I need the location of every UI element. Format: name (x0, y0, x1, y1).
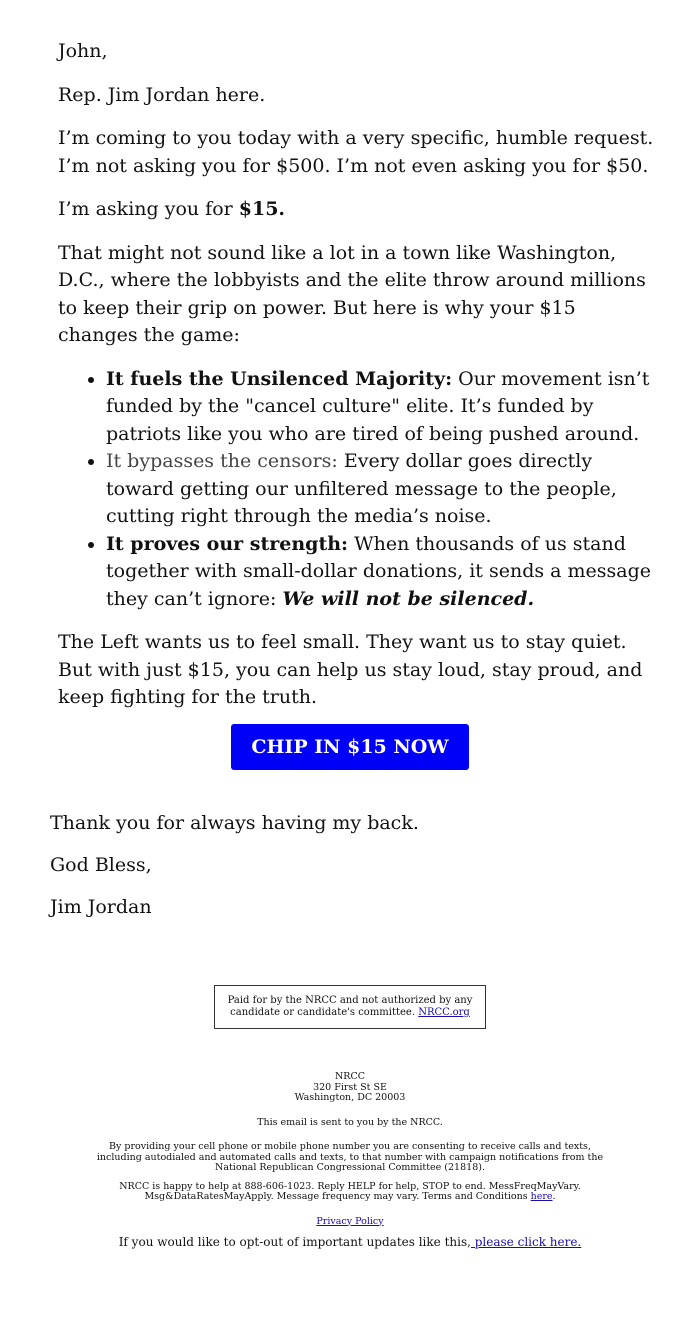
greeting: John, (58, 40, 108, 62)
bullet-lead: It proves our strength: (106, 532, 349, 555)
ask-amount: $15. (238, 198, 286, 220)
chip-in-button[interactable]: CHIP IN $15 NOW (231, 724, 468, 770)
address-line-2: Washington, DC 20003 (294, 1092, 406, 1103)
bullet-text: When thousands of us stand together with small-dollar donations, it sends a message they can’t ignore: (106, 532, 652, 610)
sent-by-notice: This email is sent to you by the NRCC. (257, 1116, 443, 1128)
optout-line (0, 1235, 700, 1249)
bullet-lead: It bypasses the censors: (106, 450, 338, 472)
blessing-line: God Bless, (50, 854, 152, 876)
bullet-lead: It fuels the Unsilenced Majority: (106, 367, 453, 390)
bullet-emphasis: We will not be silenced. (282, 587, 535, 610)
disclaimer-text: Paid for by the NRCC and not authorized by any candidate or candidate's committee. (227, 995, 473, 1018)
intro-line: Rep. Jim Jordan here. (58, 83, 266, 106)
bullet-text: Every dollar goes directly toward getting our unfiltered message to the people, cutting right through the media’s noise. (106, 450, 617, 527)
org-name: NRCC (334, 1071, 365, 1082)
list-item (106, 448, 658, 531)
signature: Jim Jordan (50, 896, 152, 918)
closing (50, 810, 419, 936)
terms-link[interactable]: here (530, 1191, 553, 1202)
optout-link[interactable]: please click here. (470, 1235, 582, 1249)
footer (0, 1072, 700, 1249)
letter-body (58, 38, 658, 728)
sms-consent-notice: By providing your cell phone or mobile phone number you are consenting to receive calls and texts, including autodialed and automated calls and texts, to that number with campaign notifications from the National Republican Congressional Committee (21818). (96, 1141, 604, 1173)
reasons-list (58, 366, 658, 614)
help-notice: NRCC is happy to help at 888-606-1023. Reply HELP for help, STOP to end. MessFreqMayVary. Msg&DataRatesMayApply. Message frequency may vary. Terms and Conditions here. (119, 1180, 581, 1202)
privacy-row (0, 1217, 700, 1228)
list-item (106, 531, 658, 614)
cta-container (0, 724, 700, 770)
address-block (0, 1072, 700, 1104)
left-paragraph: The Left wants us to feel small. They want us to stay quiet. But with just $15, you can help us stay loud, stay proud, and keep fighting for the truth. (58, 631, 643, 708)
nrcc-link[interactable]: NRCC.org (418, 1007, 470, 1018)
context-paragraph: That might not sound like a lot in a town like Washington, D.C., where the lobbyists and the elite throw around millions to keep their grip on power. But here is why your $15 changes the game: (58, 241, 646, 346)
bullet-text: Our movement isn’t funded by the "cancel culture" elite. It’s funded by patriots like you who are tired of being pushed around. (106, 367, 650, 445)
help-text: NRCC is happy to help at 888-606-1023. Reply HELP for help, STOP to end. MessFreqMayVary. Msg&DataRatesMayApply. Message frequency may vary. Terms and Conditions (119, 1180, 581, 1202)
address-line-1: 320 First St SE (313, 1081, 387, 1093)
privacy-policy-link[interactable]: Privacy Policy (316, 1215, 384, 1227)
optout-text: If you would like to opt-out of important updates like this, (118, 1235, 471, 1249)
ask-line (58, 196, 658, 224)
list-item (106, 366, 658, 449)
thanks-line: Thank you for always having my back. (50, 812, 419, 834)
ask-prefix: I’m asking you for (58, 198, 239, 220)
request-paragraph: I’m coming to you today with a very specific, humble request. I’m not asking you for $500. I’m not even asking you for $50. (58, 127, 654, 177)
paid-for-disclaimer (214, 985, 486, 1029)
